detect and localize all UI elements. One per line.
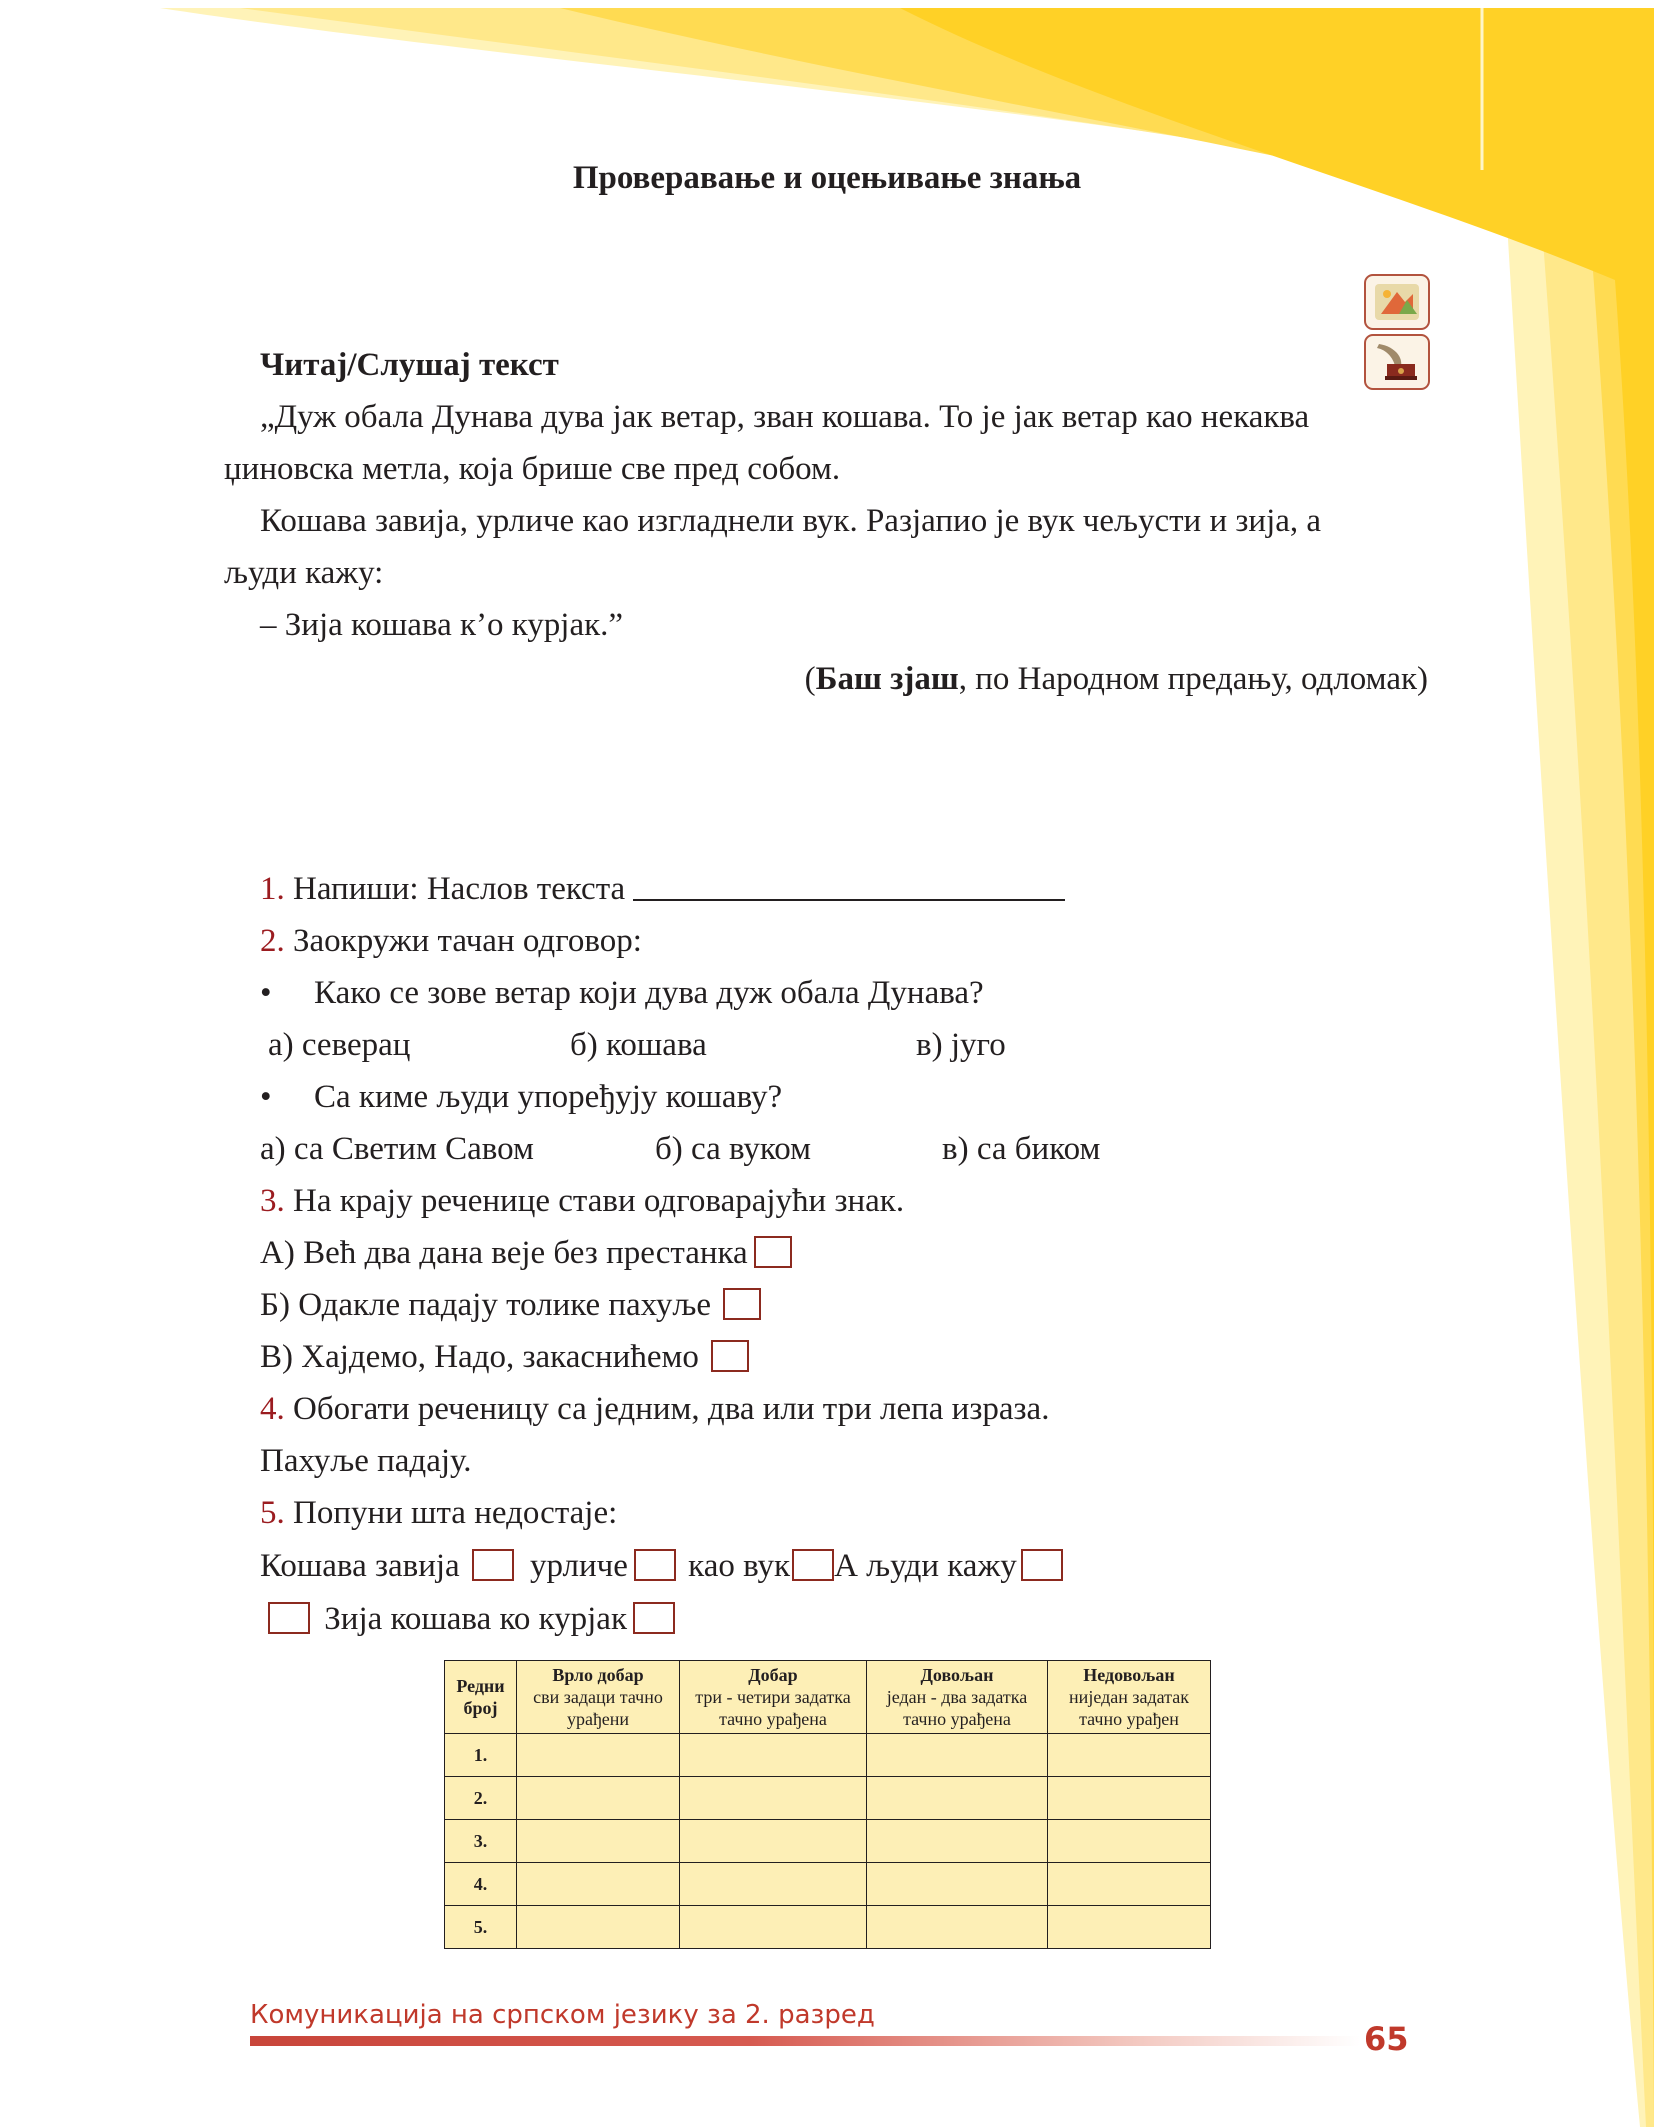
table-row [445, 1820, 1211, 1863]
table-cell[interactable] [867, 1777, 1048, 1820]
q1-option-a[interactable]: а) северац [268, 1027, 411, 1063]
punctuation-box[interactable] [711, 1340, 749, 1372]
header-title: Довољан [920, 1665, 994, 1685]
table-cell[interactable] [1048, 1777, 1211, 1820]
header-insufficient [1048, 1661, 1211, 1734]
fill-box[interactable] [634, 1549, 676, 1581]
footer-divider [250, 2036, 1360, 2046]
footer-book-title: Комуникација на српском језику за 2. разред [250, 2000, 875, 2030]
source-rest: , по Народном предању, одломак) [958, 661, 1428, 697]
task-1-text: Напиши: Наслов текста [293, 871, 626, 907]
bullet: • [260, 1079, 272, 1115]
table-cell[interactable] [867, 1906, 1048, 1949]
task-3-number: 3. [260, 1183, 285, 1219]
book-icon[interactable] [1364, 274, 1430, 330]
table-row [445, 1863, 1211, 1906]
q1-option-b[interactable]: б) кошава [570, 1027, 707, 1063]
task-3-sentence-b [260, 1286, 761, 1324]
table-cell[interactable] [680, 1734, 867, 1777]
reading-line-1: „Дуж обала Дунава дува јак ветар, зван кошава. То је јак ветар као некаква [260, 399, 1310, 435]
bullet: • [260, 975, 272, 1011]
header-ordinal-line-2: број [463, 1698, 498, 1718]
reading-line-4: људи кажу: [224, 555, 384, 591]
table-cell[interactable] [517, 1777, 680, 1820]
task-1 [260, 870, 1065, 908]
task-5-number: 5. [260, 1495, 285, 1531]
table-cell[interactable] [517, 1906, 680, 1949]
fill-box[interactable] [268, 1602, 310, 1634]
row-number-label: 3. [473, 1830, 488, 1851]
task-4-sentence: Пахуље падају. [260, 1443, 472, 1479]
reading-line-2: џиновска метла, која брише све пред собом. [224, 451, 841, 487]
task-1-number: 1. [260, 871, 285, 907]
header-desc: урађени [567, 1709, 629, 1729]
part-1: Кошава завија [260, 1548, 460, 1584]
header-desc: тачно урађена [719, 1709, 827, 1729]
task-2-question-1 [260, 974, 984, 1012]
task-3 [260, 1182, 904, 1220]
task-2-number: 2. [260, 923, 285, 959]
reading-source [805, 660, 1428, 698]
question-2-text: Са киме људи упоређују кошаву? [314, 1079, 783, 1115]
table-cell[interactable] [680, 1777, 867, 1820]
fill-box[interactable] [1021, 1549, 1063, 1581]
table-cell[interactable] [867, 1863, 1048, 1906]
page-title: Проверавање и оцењивање знања [572, 160, 1082, 196]
table-cell[interactable] [1048, 1863, 1211, 1906]
q1-option-c[interactable]: в) југо [916, 1027, 1006, 1063]
part-4: А људи кажу [834, 1548, 1017, 1584]
header-ordinal [445, 1661, 517, 1734]
table-cell[interactable] [680, 1906, 867, 1949]
punctuation-box[interactable] [754, 1236, 792, 1268]
source-open: ( [804, 661, 816, 697]
page-number: 65 [1364, 2020, 1409, 2058]
task-4-number: 4. [260, 1391, 285, 1427]
row-number-label: 1. [473, 1744, 488, 1765]
fill-box[interactable] [792, 1549, 834, 1581]
row-number [445, 1906, 517, 1949]
title-answer-line[interactable] [633, 873, 1065, 901]
grading-table [444, 1660, 1211, 1949]
table-cell[interactable] [517, 1863, 680, 1906]
task-5-line-1 [260, 1547, 1063, 1585]
header-desc: три - четири задатка [695, 1687, 851, 1707]
header-desc: ниједан задатак [1069, 1687, 1189, 1707]
header-title: Добар [748, 1665, 798, 1685]
row-number-label: 2. [473, 1787, 488, 1808]
header-desc: сви задаци тачно [533, 1687, 663, 1707]
table-cell[interactable] [680, 1863, 867, 1906]
task-5 [260, 1494, 617, 1532]
task-4-text: Обогати реченицу са једним, два или три лепа израза. [293, 1391, 1050, 1427]
table-row [445, 1906, 1211, 1949]
part-2: урличе [529, 1548, 628, 1584]
table-cell[interactable] [517, 1820, 680, 1863]
book-icon-graphic [1373, 282, 1421, 322]
table-cell[interactable] [1048, 1734, 1211, 1777]
task-3-sentence-c [260, 1338, 749, 1376]
table-cell[interactable] [1048, 1906, 1211, 1949]
table-row [445, 1734, 1211, 1777]
task-4 [260, 1390, 1049, 1428]
row-number [445, 1820, 517, 1863]
task-5-text: Попуни шта недостаје: [293, 1495, 618, 1531]
header-title: Врло добар [552, 1665, 644, 1685]
question-1-text: Како се зове ветар који дува дуж обала Дунава? [314, 975, 984, 1011]
part-3: као вук [688, 1548, 791, 1584]
gramophone-icon[interactable] [1364, 334, 1430, 390]
header-good [680, 1661, 867, 1734]
reading-line-3: Кошава завија, урличе као изгладнели вук. Разјапио је вук чељусти и зија, а [260, 503, 1322, 539]
sentence-a-text: А) Већ два дана веје без престанка [260, 1235, 748, 1271]
table-cell[interactable] [1048, 1820, 1211, 1863]
table-cell[interactable] [867, 1734, 1048, 1777]
row-number-label: 5. [473, 1916, 488, 1937]
table-cell[interactable] [680, 1820, 867, 1863]
row-number [445, 1734, 517, 1777]
header-title: Недовољан [1083, 1665, 1175, 1685]
task-5-line-2 [268, 1600, 675, 1638]
header-desc: тачно урађена [903, 1709, 1011, 1729]
task-2 [260, 922, 642, 960]
source-title: Баш зјаш [815, 661, 959, 697]
row-number-label: 4. [473, 1873, 488, 1894]
header-desc: један - два задатка [886, 1687, 1028, 1707]
sentence-c-text: В) Хајдемо, Надо, закаснићемо [260, 1339, 699, 1375]
table-cell[interactable] [517, 1734, 680, 1777]
grading-header-row [445, 1661, 1211, 1734]
header-very-good [517, 1661, 680, 1734]
fill-box[interactable] [633, 1602, 675, 1634]
fill-box[interactable] [472, 1549, 514, 1581]
header-ordinal-line-1: Редни [456, 1676, 505, 1696]
q2-option-c[interactable]: в) са биком [942, 1131, 1101, 1167]
header-desc: тачно урађен [1079, 1709, 1179, 1729]
row-number [445, 1863, 517, 1906]
q2-option-b[interactable]: б) са вуком [655, 1131, 812, 1167]
sentence-b-text: Б) Одакле падају толике пахуље [260, 1287, 712, 1323]
table-cell[interactable] [867, 1820, 1048, 1863]
task-3-sentence-a [260, 1234, 792, 1272]
header-sufficient [867, 1661, 1048, 1734]
task-2-text: Заокружи тачан одговор: [293, 923, 642, 959]
table-row [445, 1777, 1211, 1820]
reading-line-5: – Зија кошава к’о курјак.” [260, 607, 624, 643]
q2-option-a[interactable]: а) са Светим Савом [260, 1131, 534, 1167]
gramophone-icon-graphic [1373, 340, 1421, 384]
row-number [445, 1777, 517, 1820]
part-5: Зија кошава ко курјак [324, 1601, 627, 1637]
task-2-question-2 [260, 1078, 783, 1116]
task-3-text: На крају реченице стави одговарајући знак. [293, 1183, 905, 1219]
reading-heading: Читај/Слушај текст [260, 347, 559, 383]
punctuation-box[interactable] [723, 1288, 761, 1320]
